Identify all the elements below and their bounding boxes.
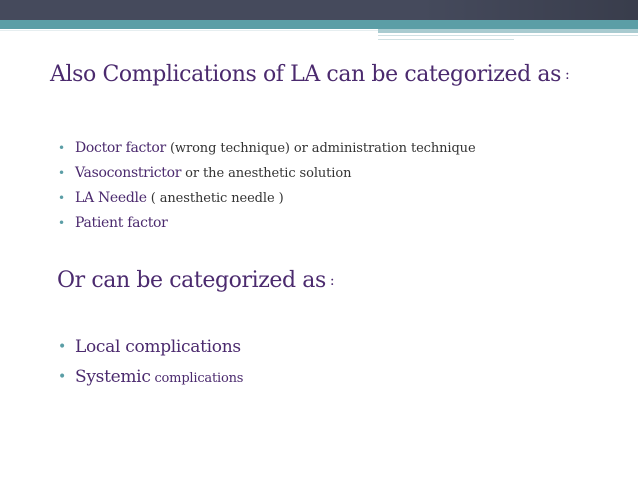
bullet-icon: •: [58, 166, 66, 180]
slide-subtitle: [57, 268, 617, 293]
header-line: [0, 30, 378, 31]
header-bar-teal: [0, 20, 638, 29]
list-item-text: (wrong technique) or administration technique: [165, 141, 476, 156]
slide-title-colon: :: [565, 67, 570, 83]
list-item: [58, 211, 476, 236]
list-item: [58, 363, 243, 393]
slide-subtitle-colon: :: [329, 273, 335, 289]
header-bar-shade: [420, 0, 638, 20]
bullet-icon: •: [58, 191, 66, 205]
header-bar-teal-light: [378, 29, 638, 33]
list-item: [58, 161, 476, 186]
list-item-highlight: LA Needle: [75, 190, 147, 206]
list-item-highlight: Doctor factor: [75, 140, 166, 156]
list-item-highlight: Patient factor: [75, 215, 168, 231]
list-item-text: or the anesthetic solution: [181, 166, 352, 181]
list-item-text: ( anesthetic needle ): [146, 191, 284, 206]
list-item: [58, 136, 476, 161]
list-item-highlight: Systemic: [75, 367, 151, 387]
list-item: [58, 186, 476, 211]
slide-title: [50, 62, 610, 87]
list-item: [58, 333, 243, 363]
slide-title-text: Also Complications of LA can be categorized as: [50, 62, 561, 87]
bullet-icon: •: [58, 339, 67, 355]
header-line: [378, 35, 638, 36]
list-item-highlight: Vasoconstrictor: [75, 165, 182, 181]
list-item-text: complications: [150, 371, 244, 386]
factor-list: [58, 136, 476, 236]
slide-subtitle-text: Or can be categorized as: [57, 268, 326, 293]
bullet-icon: •: [58, 369, 67, 385]
bullet-icon: •: [58, 216, 66, 230]
header-line: [378, 39, 514, 40]
complication-list: [58, 333, 243, 393]
bullet-icon: •: [58, 141, 66, 155]
list-item-highlight: Local complications: [75, 337, 241, 357]
